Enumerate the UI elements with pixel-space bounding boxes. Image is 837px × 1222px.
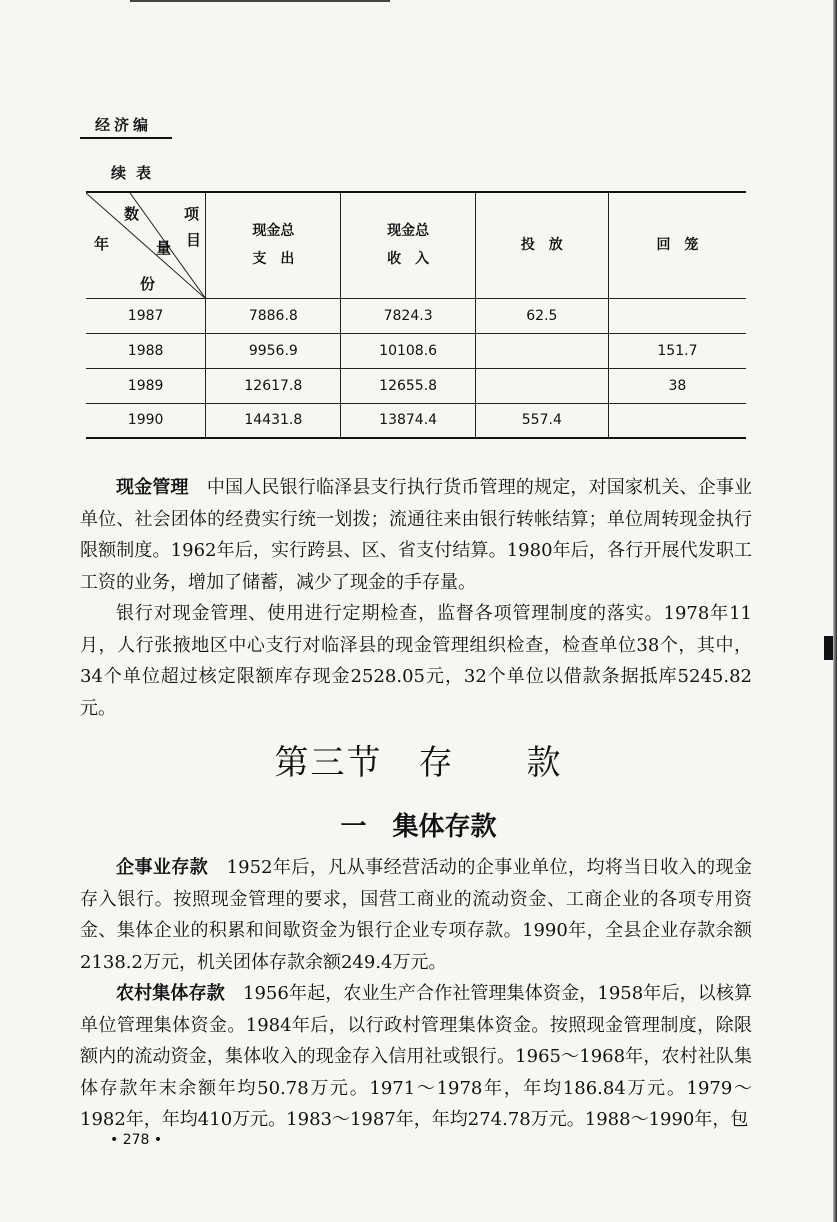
corner-label-shu: 数 (124, 205, 140, 223)
cash-statistics-table (86, 191, 746, 439)
cell-injection (475, 368, 608, 403)
cell-income: 13874.4 (341, 403, 475, 438)
cell-income: 10108.6 (341, 333, 475, 368)
corner-label-nian: 年 (94, 235, 110, 253)
cell-income: 12655.8 (341, 368, 475, 403)
corner-label-liang: 量 (156, 239, 172, 257)
table-corner-header (86, 192, 206, 298)
header-rule (80, 137, 172, 139)
table-row (86, 403, 746, 438)
scan-edge-right (833, 0, 837, 1222)
rural-deposits-text: 1956年起，农业生产合作社管理集体资金，1958年后，以核算单位管理集体资金。1984年后，以行政村管理集体资金。按照现金管理制度，除限额内的流动资金，集体收入的现金存入信用社或银行。1965～1968年，农村社队集体存款年末余额年均50.78万元。1971～1978年，年均186.84万元。1979～1982年，年均410万元。1983～1987年，年均274.78万元。1988～1990年，包 (80, 983, 753, 1130)
cell-year: 1990 (86, 403, 206, 438)
cell-expenditure: 7886.8 (206, 298, 341, 333)
col-header-withdrawal: 回 笼 (608, 192, 746, 298)
corner-label-mu: 目 (186, 231, 202, 249)
cash-management-text: 中国人民银行临泽县支行执行货币管理的规定，对国家机关、企事业单位、社会团体的经费实行统一划拨；流通往来由银行转帐结算；单位周转现金执行限额制度。1962年后，实行跨县、区、省支付结算。1980年后，各行开展代发职工工资的业务，增加了储蓄，减少了现金的手存量。 (80, 477, 753, 593)
running-header: 经济编 (95, 116, 153, 134)
cell-year: 1989 (86, 368, 206, 403)
cell-withdrawal: 151.7 (608, 333, 746, 368)
page-number: • 278 • (110, 1132, 163, 1148)
cell-income: 7824.3 (341, 298, 475, 333)
side-thumb-mark (824, 636, 833, 660)
table-row (86, 298, 746, 333)
col-header-injection: 投 放 (475, 192, 608, 298)
cell-year: 1987 (86, 298, 206, 333)
table-row (86, 368, 746, 403)
subsection-heading: 一 集体存款 (340, 812, 497, 842)
cell-withdrawal: 38 (608, 368, 746, 403)
cell-injection: 62.5 (475, 298, 608, 333)
enterprise-deposits-text: 1952年后，凡从事经营活动的企事业单位，均将当日收入的现金存入银行。按照现金管理的要求，国营工商业的流动资金、工商企业的各项专用资金、集体企业的积累和间歇资金为银行企业专项存款。1990年，全县企业存款余额2138.2万元，机关团体存款余额249.4万元。 (80, 857, 753, 973)
term-enterprise-deposits: 企事业存款 (116, 857, 209, 878)
term-cash-management: 现金管理 (116, 477, 189, 498)
cell-expenditure: 9956.9 (206, 333, 341, 368)
cell-year: 1988 (86, 333, 206, 368)
paragraph-cash-management (80, 472, 752, 598)
col-header-cash-expenditure: 现金总 支 出 (206, 192, 341, 298)
table-row (86, 333, 746, 368)
cell-withdrawal (608, 298, 746, 333)
term-rural-deposits: 农村集体存款 (116, 983, 225, 1004)
cell-expenditure: 12617.8 (206, 368, 341, 403)
cell-expenditure: 14431.8 (206, 403, 341, 438)
paragraph-rural-deposits (80, 978, 752, 1136)
paragraph-enterprise-deposits (80, 852, 752, 978)
paragraph-cash-inspection: 银行对现金管理、使用进行定期检查，监督各项管理制度的落实。1978年11月，人行张掖地区中心支行对临泽县的现金管理组织检查，检查单位38个，其中，34个单位超过核定限额库存现金2528.05元，32个单位以借款条据抵库5245.82元。 (80, 603, 752, 719)
col-header-cash-income: 现金总 收 入 (341, 192, 475, 298)
cell-injection: 557.4 (475, 403, 608, 438)
table-header-row (86, 192, 746, 298)
scan-edge-top (130, 0, 390, 2)
corner-label-fen: 份 (140, 275, 156, 293)
section-heading: 第三节 存 款 (274, 743, 563, 783)
corner-label-xiang: 项 (184, 205, 200, 223)
table-title: 续表 (111, 164, 162, 182)
cell-injection (475, 333, 608, 368)
cell-withdrawal (608, 403, 746, 438)
